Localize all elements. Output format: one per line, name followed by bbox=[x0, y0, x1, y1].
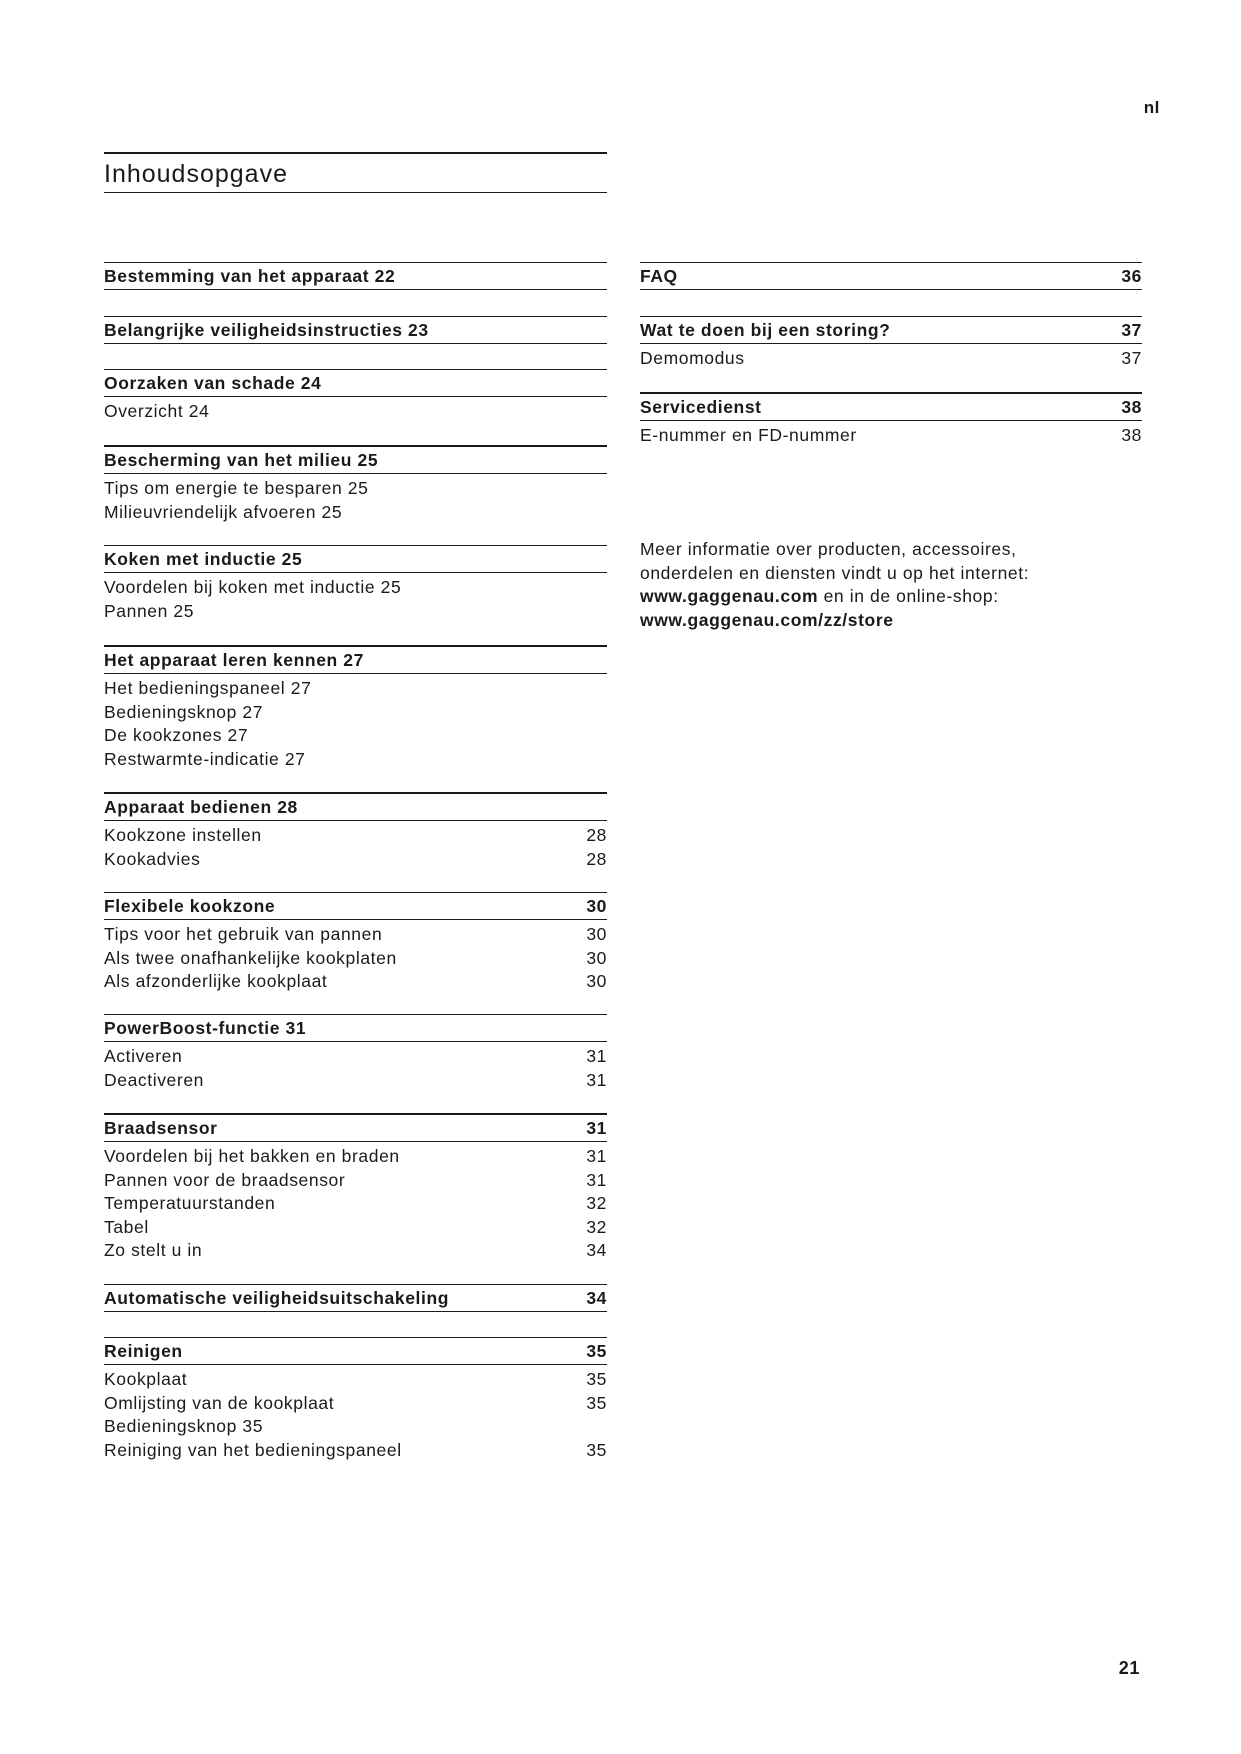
toc-subitems bbox=[104, 573, 607, 623]
toc-subitems bbox=[104, 1365, 607, 1462]
toc-subitem-label: Deactiveren bbox=[104, 1069, 204, 1090]
toc-subitem-page: 32 bbox=[586, 1193, 607, 1214]
toc-subitem-page: 28 bbox=[586, 848, 607, 869]
toc-subitem[interactable] bbox=[104, 1392, 607, 1416]
info-line-2: onderdelen en diensten vindt u op het internet: bbox=[640, 562, 1030, 583]
toc_left-section bbox=[104, 445, 607, 524]
toc-subitem-label: E-nummer en FD-nummer bbox=[640, 425, 857, 445]
toc-entry-title: Servicedienst bbox=[640, 396, 762, 417]
toc-entry-page: 31 bbox=[586, 1117, 607, 1138]
toc-subitem-page: 31 bbox=[586, 1146, 607, 1166]
toc-subitem-label: Bedieningsknop 27 bbox=[104, 701, 264, 722]
toc-entry-title: PowerBoost-functie 31 bbox=[104, 1017, 307, 1038]
toc-subitem-label: Temperatuurstanden bbox=[104, 1193, 276, 1214]
toc-subitems bbox=[104, 1042, 607, 1092]
info-line-3 bbox=[640, 585, 1160, 609]
toc-subitem[interactable] bbox=[104, 1145, 607, 1169]
toc_left-section bbox=[104, 1284, 607, 1312]
toc-entry-title: FAQ bbox=[640, 265, 678, 286]
toc-entry[interactable] bbox=[640, 262, 1142, 290]
toc-subitem[interactable] bbox=[104, 400, 607, 424]
toc-subitem[interactable] bbox=[104, 1045, 607, 1069]
toc-entry[interactable] bbox=[104, 369, 607, 397]
toc-subitems bbox=[104, 474, 607, 524]
toc-entry[interactable] bbox=[104, 792, 607, 821]
toc-entry-page: 38 bbox=[1121, 396, 1142, 417]
toc-subitem-page: 35 bbox=[586, 1392, 607, 1413]
toc-subitem-label: Het bedieningspaneel 27 bbox=[104, 678, 312, 698]
toc-subitem-label: Zo stelt u in bbox=[104, 1240, 203, 1261]
toc-entry-title: Braadsensor bbox=[104, 1117, 218, 1138]
info-line-3-rest: en in de online-shop: bbox=[818, 586, 999, 607]
toc-subitems bbox=[104, 397, 607, 424]
toc-entry-title: Koken met inductie 25 bbox=[104, 548, 303, 569]
toc-subitem-label: Overzicht 24 bbox=[104, 401, 210, 421]
toc-entry-title: Reinigen bbox=[104, 1340, 183, 1361]
toc-subitem-label: Pannen 25 bbox=[104, 600, 195, 621]
toc-entry-title: Apparaat bedienen 28 bbox=[104, 796, 298, 817]
toc-subitem-label: Voordelen bij het bakken en braden bbox=[104, 1146, 400, 1166]
toc-subitem-label: Pannen voor de braadsensor bbox=[104, 1169, 346, 1190]
toc-subitem-label: Reiniging van het bedieningspaneel bbox=[104, 1439, 402, 1460]
toc_left-section bbox=[104, 645, 607, 771]
toc-subitem-page: 34 bbox=[586, 1240, 607, 1261]
toc-subitem[interactable] bbox=[104, 701, 607, 725]
toc-subitem-label: Restwarmte-indicatie 27 bbox=[104, 748, 306, 769]
toc-subitem-page: 31 bbox=[586, 1169, 607, 1190]
toc_left-section bbox=[104, 1113, 607, 1263]
toc-subitem[interactable] bbox=[104, 1415, 607, 1439]
info-block bbox=[640, 538, 1160, 632]
toc-subitem-label: Als twee onafhankelijke kookplaten bbox=[104, 947, 397, 968]
toc-subitems bbox=[640, 421, 1142, 448]
toc-entry[interactable] bbox=[104, 645, 607, 674]
toc-subitems bbox=[104, 674, 607, 771]
toc-entry[interactable] bbox=[104, 1337, 607, 1365]
toc_left-section bbox=[104, 792, 607, 871]
info-line-4 bbox=[640, 609, 1160, 633]
toc-entry[interactable] bbox=[640, 316, 1142, 344]
toc-subitem-label: Omlijsting van de kookplaat bbox=[104, 1392, 335, 1413]
toc-subitem[interactable] bbox=[104, 947, 607, 971]
toc_left-section bbox=[104, 369, 607, 424]
toc-entry[interactable] bbox=[104, 1014, 607, 1042]
toc-entry-page: 36 bbox=[1121, 265, 1142, 286]
toc-subitem-page: 38 bbox=[1121, 425, 1142, 445]
toc-subitem[interactable] bbox=[104, 600, 607, 624]
toc-subitem-page: 35 bbox=[586, 1439, 607, 1460]
toc-entry-title: Bestemming van het apparaat 22 bbox=[104, 265, 396, 286]
toc-subitem-page: 35 bbox=[586, 1369, 607, 1389]
toc-subitems bbox=[104, 1142, 607, 1263]
toc_right-section bbox=[640, 262, 1142, 290]
toc-entry-title: Het apparaat leren kennen 27 bbox=[104, 649, 364, 670]
toc-subitems bbox=[104, 920, 607, 994]
toc-entry[interactable] bbox=[104, 316, 607, 344]
toc-subitem-label: Voordelen bij koken met inductie 25 bbox=[104, 577, 402, 597]
toc-subitem-page: 30 bbox=[586, 947, 607, 968]
toc-subitem[interactable] bbox=[104, 677, 607, 701]
toc-subitem-page: 37 bbox=[1121, 348, 1142, 368]
toc-subitem-label: Tips om energie te besparen 25 bbox=[104, 478, 369, 498]
toc_right-section bbox=[640, 316, 1142, 371]
toc-entry-title: Belangrijke veiligheidsinstructies 23 bbox=[104, 319, 429, 340]
toc_left-section bbox=[104, 1014, 607, 1092]
toc-subitem[interactable] bbox=[104, 501, 607, 525]
toc-entry[interactable] bbox=[104, 262, 607, 290]
toc_left-section bbox=[104, 892, 607, 994]
toc-entry[interactable] bbox=[104, 1284, 607, 1312]
toc-entry-page: 30 bbox=[586, 895, 607, 916]
toc-subitem[interactable] bbox=[104, 1439, 607, 1463]
toc-subitem[interactable] bbox=[104, 970, 607, 994]
toc-subitem[interactable] bbox=[104, 724, 607, 748]
page-title: Inhoudsopgave bbox=[104, 160, 288, 188]
toc-subitem-label: Milieuvriendelijk afvoeren 25 bbox=[104, 501, 343, 522]
toc-subitem-label: Kookplaat bbox=[104, 1369, 188, 1389]
website-link[interactable]: www.gaggenau.com bbox=[640, 586, 819, 607]
toc-subitem[interactable] bbox=[640, 347, 1142, 371]
toc-subitem-label: Als afzonderlijke kookplaat bbox=[104, 971, 328, 992]
toc-subitem-label: Kookadvies bbox=[104, 848, 201, 869]
toc-subitem-page: 30 bbox=[586, 971, 607, 992]
info-line-1: Meer informatie over producten, accessoires, bbox=[640, 539, 1017, 559]
toc-subitem[interactable] bbox=[640, 424, 1142, 448]
toc-entry-title: Oorzaken van schade 24 bbox=[104, 372, 322, 393]
toc-subitem-label: De kookzones 27 bbox=[104, 725, 249, 746]
toc-subitem[interactable] bbox=[104, 1216, 607, 1240]
toc_left-section bbox=[104, 1337, 607, 1462]
toc-subitem-page: 32 bbox=[586, 1216, 607, 1237]
toc-subitem-page: 31 bbox=[586, 1069, 607, 1090]
toc-subitem-label: Bedieningsknop 35 bbox=[104, 1416, 264, 1437]
toc-entry-page: 34 bbox=[586, 1287, 607, 1308]
toc-subitem[interactable] bbox=[104, 1239, 607, 1263]
toc-subitem[interactable] bbox=[104, 923, 607, 947]
toc-subitem-page: 31 bbox=[586, 1046, 607, 1066]
toc-entry[interactable] bbox=[104, 545, 607, 573]
toc-subitem-label: Demomodus bbox=[640, 348, 745, 368]
language-code: nl bbox=[1143, 98, 1160, 117]
toc-subitem[interactable] bbox=[104, 477, 607, 501]
toc-subitem-page: 30 bbox=[586, 924, 607, 944]
toc-subitems bbox=[640, 344, 1142, 371]
toc_left-section bbox=[104, 262, 607, 290]
toc-entry-page: 35 bbox=[586, 1340, 607, 1361]
toc-subitem-page: 28 bbox=[586, 825, 607, 845]
toc-entry[interactable] bbox=[104, 1113, 607, 1142]
store-link[interactable]: www.gaggenau.com/zz/store bbox=[640, 609, 894, 630]
toc-subitem-label: Tips voor het gebruik van pannen bbox=[104, 924, 383, 944]
toc-subitem-label: Tabel bbox=[104, 1216, 149, 1237]
toc-subitem-label: Kookzone instellen bbox=[104, 825, 262, 845]
toc-subitem[interactable] bbox=[104, 848, 607, 872]
page-number: 21 bbox=[1118, 1658, 1140, 1678]
toc-entry-title: Bescherming van het milieu 25 bbox=[104, 449, 379, 470]
toc-entry-page: 37 bbox=[1121, 319, 1142, 340]
toc-subitem[interactable] bbox=[104, 1169, 607, 1193]
toc-subitem[interactable] bbox=[104, 1192, 607, 1216]
toc_left-section bbox=[104, 545, 607, 623]
toc-subitems bbox=[104, 821, 607, 871]
toc-entry[interactable] bbox=[640, 392, 1142, 421]
toc-entry-title: Wat te doen bij een storing? bbox=[640, 319, 891, 340]
toc-subitem[interactable] bbox=[104, 1069, 607, 1093]
toc-entry-title: Flexibele kookzone bbox=[104, 895, 276, 916]
toc-subitem[interactable] bbox=[104, 576, 607, 600]
toc_right-section bbox=[640, 392, 1142, 448]
toc-subitem-label: Activeren bbox=[104, 1046, 183, 1066]
toc-title-block bbox=[104, 152, 607, 193]
toc-entry[interactable] bbox=[104, 892, 607, 920]
toc-subitem[interactable] bbox=[104, 1368, 607, 1392]
toc-entry[interactable] bbox=[104, 445, 607, 474]
toc_left-section bbox=[104, 316, 607, 344]
toc-entry-title: Automatische veiligheidsuitschakeling bbox=[104, 1287, 450, 1308]
toc-subitem[interactable] bbox=[104, 748, 607, 772]
toc-subitem[interactable] bbox=[104, 824, 607, 848]
